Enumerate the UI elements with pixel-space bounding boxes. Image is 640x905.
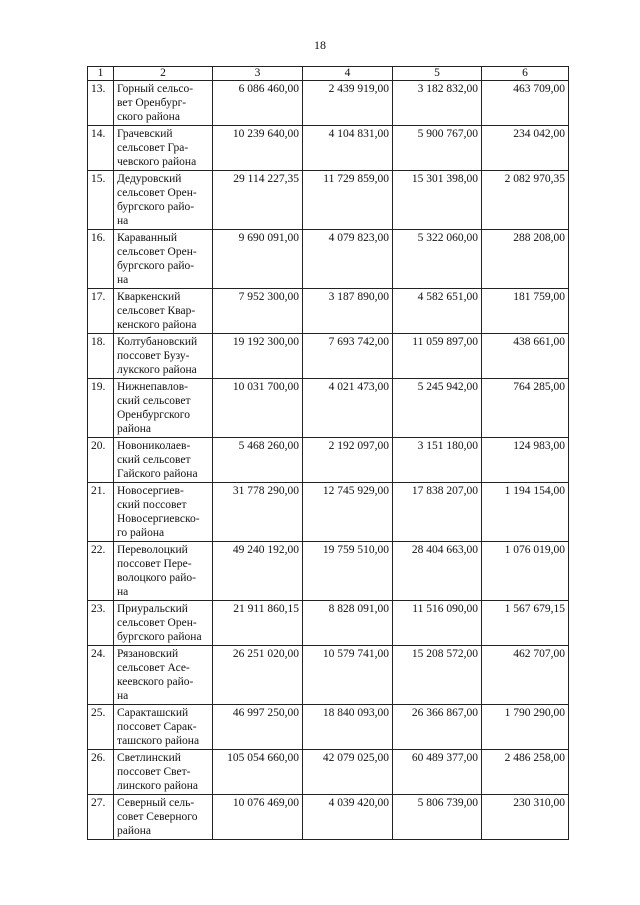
table-row	[88, 438, 569, 483]
amount-col-5: 11 516 090,00	[393, 601, 482, 646]
municipality-name: Новониколаев- ский сельсовет Гайского района	[114, 438, 213, 483]
table-row	[88, 126, 569, 171]
amount-col-4: 4 079 823,00	[303, 230, 393, 289]
column-header: 6	[482, 67, 569, 81]
amount-col-3: 46 997 250,00	[213, 705, 303, 750]
amount-col-4: 8 828 091,00	[303, 601, 393, 646]
budget-table	[87, 66, 569, 840]
amount-col-3: 10 031 700,00	[213, 379, 303, 438]
column-header: 3	[213, 67, 303, 81]
column-header: 5	[393, 67, 482, 81]
amount-col-4: 2 439 919,00	[303, 81, 393, 126]
amount-col-3: 21 911 860,15	[213, 601, 303, 646]
table-row	[88, 795, 569, 840]
amount-col-4: 12 745 929,00	[303, 483, 393, 542]
row-number: 16.	[88, 230, 114, 289]
amount-col-5: 5 322 060,00	[393, 230, 482, 289]
amount-col-4: 18 840 093,00	[303, 705, 393, 750]
column-header: 4	[303, 67, 393, 81]
amount-col-4: 19 759 510,00	[303, 542, 393, 601]
amount-col-3: 10 239 640,00	[213, 126, 303, 171]
amount-col-6: 462 707,00	[482, 646, 569, 705]
table-row	[88, 171, 569, 230]
amount-col-6: 1 567 679,15	[482, 601, 569, 646]
amount-col-3: 5 468 260,00	[213, 438, 303, 483]
table-row	[88, 705, 569, 750]
municipality-name: Новосергиев- ский поссовет Новосергиевско- го района	[114, 483, 213, 542]
table-header-row	[88, 67, 569, 81]
amount-col-3: 10 076 469,00	[213, 795, 303, 840]
table-row	[88, 379, 569, 438]
table-row	[88, 334, 569, 379]
amount-col-3: 9 690 091,00	[213, 230, 303, 289]
amount-col-6: 1 194 154,00	[482, 483, 569, 542]
municipality-name: Рязановский сельсовет Асе- кеевского райо- на	[114, 646, 213, 705]
municipality-name: Колтубановский поссовет Бузу- лукского района	[114, 334, 213, 379]
amount-col-6: 124 983,00	[482, 438, 569, 483]
amount-col-5: 5 245 942,00	[393, 379, 482, 438]
table-row	[88, 483, 569, 542]
amount-col-6: 181 759,00	[482, 289, 569, 334]
row-number: 22.	[88, 542, 114, 601]
amount-col-4: 42 079 025,00	[303, 750, 393, 795]
amount-col-3: 19 192 300,00	[213, 334, 303, 379]
amount-col-6: 764 285,00	[482, 379, 569, 438]
amount-col-5: 3 182 832,00	[393, 81, 482, 126]
amount-col-4: 3 187 890,00	[303, 289, 393, 334]
amount-col-6: 463 709,00	[482, 81, 569, 126]
amount-col-3: 7 952 300,00	[213, 289, 303, 334]
column-header: 2	[114, 67, 213, 81]
table-body	[88, 81, 569, 840]
amount-col-4: 2 192 097,00	[303, 438, 393, 483]
municipality-name: Нижнепавлов- ский сельсовет Оренбургского района	[114, 379, 213, 438]
municipality-name: Переволоцкий поссовет Пере- волоцкого райо- на	[114, 542, 213, 601]
amount-col-6: 2 486 258,00	[482, 750, 569, 795]
row-number: 19.	[88, 379, 114, 438]
amount-col-5: 17 838 207,00	[393, 483, 482, 542]
amount-col-4: 7 693 742,00	[303, 334, 393, 379]
municipality-name: Северный сель- совет Северного района	[114, 795, 213, 840]
amount-col-4: 4 039 420,00	[303, 795, 393, 840]
amount-col-5: 26 366 867,00	[393, 705, 482, 750]
amount-col-6: 230 310,00	[482, 795, 569, 840]
row-number: 13.	[88, 81, 114, 126]
amount-col-3: 49 240 192,00	[213, 542, 303, 601]
municipality-name: Грачевский сельсовет Гра- чевского района	[114, 126, 213, 171]
amount-col-6: 438 661,00	[482, 334, 569, 379]
row-number: 15.	[88, 171, 114, 230]
row-number: 17.	[88, 289, 114, 334]
amount-col-5: 60 489 377,00	[393, 750, 482, 795]
column-header: 1	[88, 67, 114, 81]
municipality-name: Саракташский поссовет Сарак- ташского района	[114, 705, 213, 750]
municipality-name: Дедуровский сельсовет Орен- бургского райо- на	[114, 171, 213, 230]
amount-col-5: 15 208 572,00	[393, 646, 482, 705]
amount-col-4: 10 579 741,00	[303, 646, 393, 705]
amount-col-3: 105 054 660,00	[213, 750, 303, 795]
row-number: 18.	[88, 334, 114, 379]
table-row	[88, 81, 569, 126]
municipality-name: Светлинский поссовет Свет- линского района	[114, 750, 213, 795]
amount-col-3: 31 778 290,00	[213, 483, 303, 542]
amount-col-5: 5 806 739,00	[393, 795, 482, 840]
row-number: 26.	[88, 750, 114, 795]
row-number: 27.	[88, 795, 114, 840]
row-number: 24.	[88, 646, 114, 705]
amount-col-6: 2 082 970,35	[482, 171, 569, 230]
amount-col-3: 29 114 227,35	[213, 171, 303, 230]
amount-col-5: 4 582 651,00	[393, 289, 482, 334]
amount-col-4: 4 021 473,00	[303, 379, 393, 438]
municipality-name: Кваркенский сельсовет Квар- кенского района	[114, 289, 213, 334]
row-number: 21.	[88, 483, 114, 542]
municipality-name: Горный сельсо- вет Оренбург- ского района	[114, 81, 213, 126]
table-row	[88, 230, 569, 289]
municipality-name: Приуральский сельсовет Орен- бургского района	[114, 601, 213, 646]
amount-col-3: 26 251 020,00	[213, 646, 303, 705]
amount-col-5: 28 404 663,00	[393, 542, 482, 601]
amount-col-6: 234 042,00	[482, 126, 569, 171]
table-row	[88, 289, 569, 334]
amount-col-5: 3 151 180,00	[393, 438, 482, 483]
amount-col-3: 6 086 460,00	[213, 81, 303, 126]
table-row	[88, 750, 569, 795]
row-number: 20.	[88, 438, 114, 483]
amount-col-6: 288 208,00	[482, 230, 569, 289]
row-number: 25.	[88, 705, 114, 750]
page-number: 18	[314, 38, 326, 52]
table-row	[88, 601, 569, 646]
municipality-name: Караванный сельсовет Орен- бургского райо- на	[114, 230, 213, 289]
amount-col-6: 1 076 019,00	[482, 542, 569, 601]
amount-col-4: 11 729 859,00	[303, 171, 393, 230]
table-row	[88, 542, 569, 601]
amount-col-6: 1 790 290,00	[482, 705, 569, 750]
table-row	[88, 646, 569, 705]
amount-col-5: 5 900 767,00	[393, 126, 482, 171]
amount-col-4: 4 104 831,00	[303, 126, 393, 171]
row-number: 23.	[88, 601, 114, 646]
row-number: 14.	[88, 126, 114, 171]
amount-col-5: 11 059 897,00	[393, 334, 482, 379]
amount-col-5: 15 301 398,00	[393, 171, 482, 230]
